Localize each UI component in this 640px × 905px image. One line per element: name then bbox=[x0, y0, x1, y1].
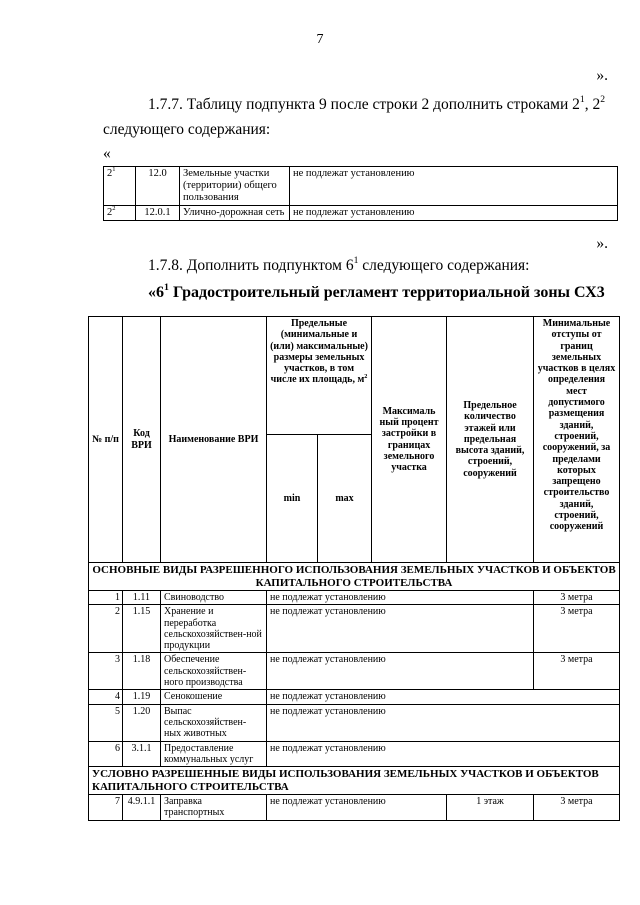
row-name: Выпас сельскохозяйствен-ных животных bbox=[161, 704, 267, 741]
row-number: 7 bbox=[89, 795, 123, 821]
row-code: 1.15 bbox=[123, 605, 161, 653]
row-number: 5 bbox=[89, 704, 123, 741]
row-code: 1.20 bbox=[123, 704, 161, 741]
row-code: 1.18 bbox=[123, 653, 161, 690]
paragraph-1-7-7-line2: следующего содержания: bbox=[103, 121, 271, 138]
row-name: Предоставление коммунальных услуг bbox=[161, 741, 267, 767]
header-name: Наименование ВРИ bbox=[161, 317, 267, 563]
insert-table bbox=[103, 166, 618, 221]
row-number: $2^1$ bbox=[104, 167, 136, 206]
paragraph-1-7-8: 1.7.8. Дополнить подпунктом $6^1$ следующего содержания: bbox=[148, 254, 530, 274]
table-row bbox=[89, 591, 620, 605]
table-row bbox=[89, 605, 620, 653]
page-number: 7 bbox=[316, 32, 324, 47]
row-value: не подлежат установлению bbox=[267, 653, 534, 690]
table-row bbox=[89, 704, 620, 741]
row-name: Улично-дорожная сеть bbox=[180, 206, 290, 221]
row-name: Свиноводство bbox=[161, 591, 267, 605]
row-setback: 3 метра bbox=[534, 653, 620, 690]
row-code: 1.11 bbox=[123, 591, 161, 605]
header-plot-sizes: Предельные (минимальные и (или) максимальные) размеры земельных участков, в том числе их площадь, $м^2$ bbox=[267, 317, 372, 435]
row-number: 1 bbox=[89, 591, 123, 605]
row-name: Заправка транспортных bbox=[161, 795, 267, 821]
row-name: Сенокошение bbox=[161, 690, 267, 704]
section-row-main bbox=[89, 563, 620, 591]
header-max: max bbox=[318, 435, 372, 563]
row-value: не подлежат установлению bbox=[267, 741, 620, 767]
row-value: не подлежат установлению bbox=[267, 795, 447, 821]
quote-close-1: ». bbox=[596, 67, 608, 84]
table-row bbox=[89, 653, 620, 690]
row-number: $2^2$ bbox=[104, 206, 136, 221]
row-code: 3.1.1 bbox=[123, 741, 161, 767]
row-setback: 3 метра bbox=[534, 795, 620, 821]
row-number: 2 bbox=[89, 605, 123, 653]
row-code: 12.0.1 bbox=[136, 206, 180, 221]
header-floors: Предельное количество этажей или предельная высота зданий, строений, сооружений bbox=[447, 317, 534, 563]
row-number: 4 bbox=[89, 690, 123, 704]
row-code: 1.19 bbox=[123, 690, 161, 704]
table-row bbox=[104, 206, 618, 221]
row-value: не подлежат установлению bbox=[267, 690, 620, 704]
row-code: 4.9.1.1 bbox=[123, 795, 161, 821]
section-main-title: ОСНОВНЫЕ ВИДЫ РАЗРЕШЕННОГО ИСПОЛЬЗОВАНИЯ ЗЕМЕЛЬНЫХ УЧАСТКОВ И ОБЪЕКТОВ КАПИТАЛЬНОГО СТРОИТЕЛЬСТВА bbox=[89, 563, 620, 591]
header-row bbox=[89, 317, 620, 435]
regulation-table bbox=[88, 316, 620, 821]
header-setbacks: Минимальные отступы от границ земельных участков в целях определения мест допустимого размещения зданий, строений, сооружений, за пределами которых запрещено строительство зданий, строений, сооружений bbox=[534, 317, 620, 563]
row-value: не подлежат установлению bbox=[267, 591, 534, 605]
header-number: № п/п bbox=[89, 317, 123, 563]
header-code: Код ВРИ bbox=[123, 317, 161, 563]
header-max-percent: Максималь ный процент застройки в границах земельного участка bbox=[372, 317, 447, 563]
quote-close-2: ». bbox=[596, 235, 608, 252]
row-value: не подлежат установлению bbox=[290, 206, 618, 221]
quote-open: « bbox=[103, 145, 111, 162]
row-number: 6 bbox=[89, 741, 123, 767]
row-name: Земельные участки (территории) общего пользования bbox=[180, 167, 290, 206]
table-row bbox=[89, 795, 620, 821]
row-value: не подлежат установлению bbox=[290, 167, 618, 206]
row-value: не подлежат установлению bbox=[267, 704, 620, 741]
row-name: Хранение и переработка сельскохозяйствен-ной продукции bbox=[161, 605, 267, 653]
table-row bbox=[89, 690, 620, 704]
section-heading: «$6^1$ Градостроительный регламент территориальной зоны СХ3 bbox=[148, 281, 605, 301]
section-row-conditional bbox=[89, 767, 620, 795]
paragraph-1-7-7: 1.7.7. Таблицу подпункта 9 после строки 2 дополнить строками $2^1$, $2^2$ bbox=[148, 93, 605, 113]
row-code: 12.0 bbox=[136, 167, 180, 206]
table-row bbox=[89, 741, 620, 767]
header-min: min bbox=[267, 435, 318, 563]
section-conditional-title: УСЛОВНО РАЗРЕШЕННЫЕ ВИДЫ ИСПОЛЬЗОВАНИЯ ЗЕМЕЛЬНЫХ УЧАСТКОВ И ОБЪЕКТОВ КАПИТАЛЬНОГО СТРОИТЕЛЬСТВА bbox=[89, 767, 620, 795]
table-row bbox=[104, 167, 618, 206]
row-name: Обеспечение сельскохозяйствен-ного производства bbox=[161, 653, 267, 690]
row-setback: 3 метра bbox=[534, 591, 620, 605]
row-value: не подлежат установлению bbox=[267, 605, 534, 653]
row-number: 3 bbox=[89, 653, 123, 690]
row-setback: 3 метра bbox=[534, 605, 620, 653]
row-floors: 1 этаж bbox=[447, 795, 534, 821]
